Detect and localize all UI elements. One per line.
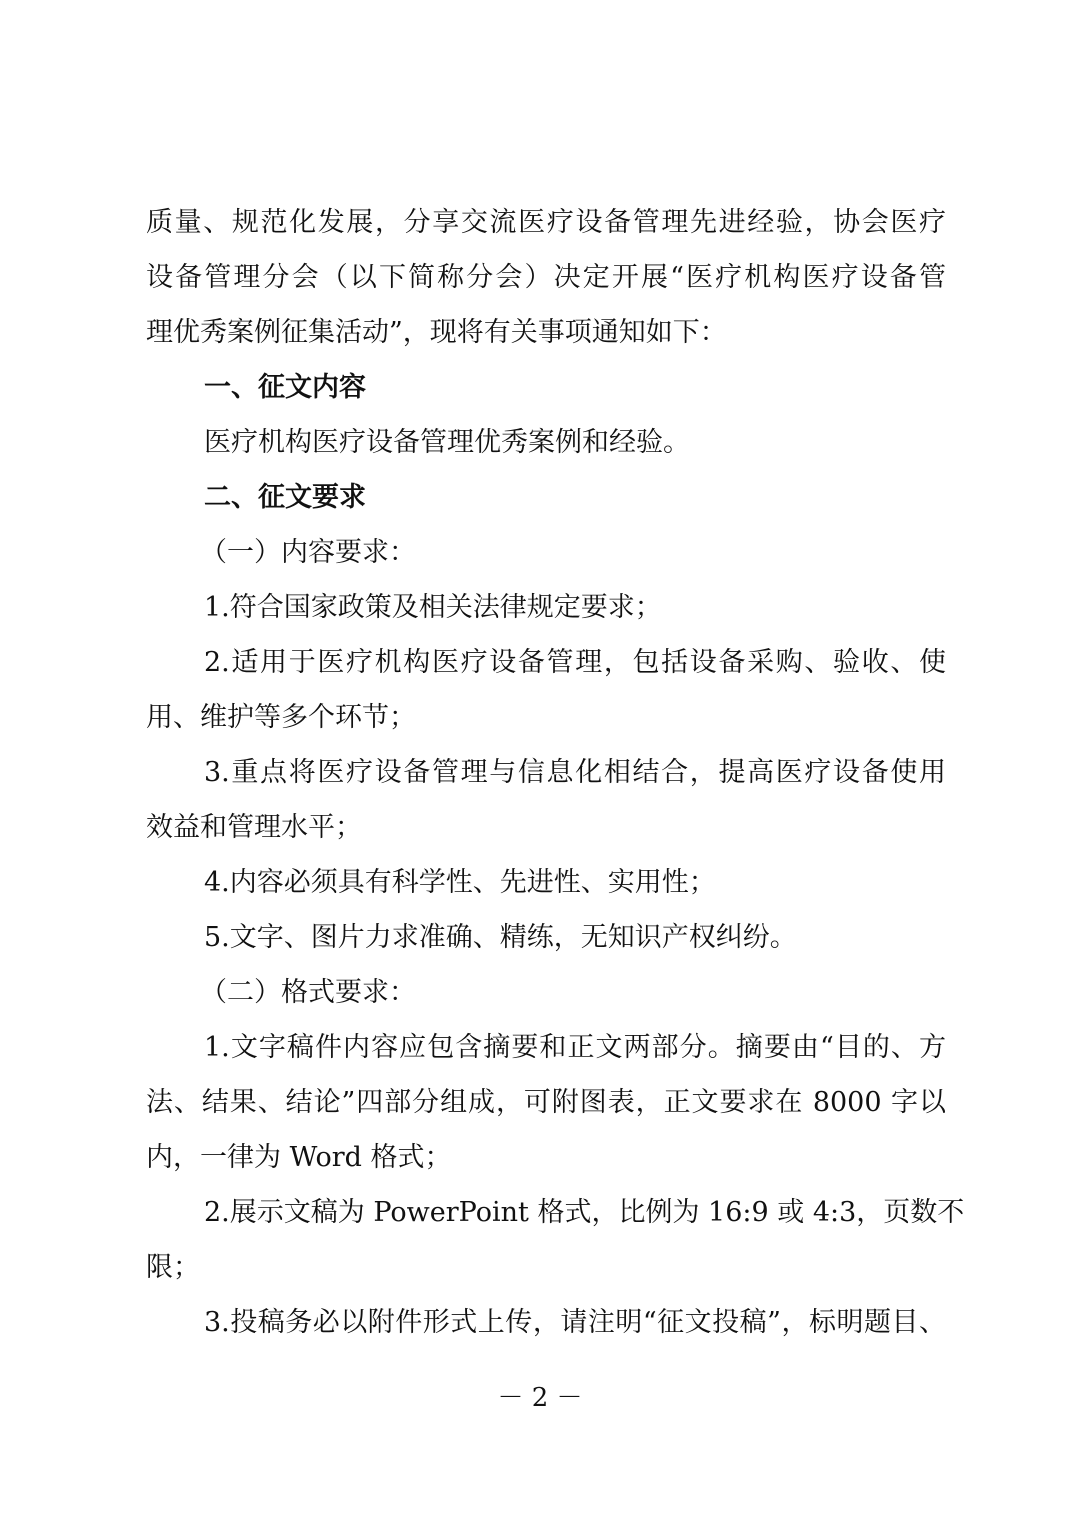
subsection-heading: （一）内容要求：: [200, 537, 416, 568]
paragraph-line: 用、维护等多个环节；: [146, 702, 416, 733]
paragraph-line: 效益和管理水平；: [146, 812, 362, 843]
paragraph-line: 理优秀案例征集活动”，现将有关事项通知如下：: [146, 317, 727, 348]
paragraph-line: 限；: [146, 1252, 200, 1283]
section-heading: 二、征文要求: [204, 482, 366, 513]
list-item: 1.符合国家政策及相关法律规定要求；: [204, 592, 662, 623]
list-item: 1.文字稿件内容应包含摘要和正文两部分。摘要由“目的、方: [204, 1032, 946, 1063]
subsection-heading: （二）格式要求：: [200, 977, 416, 1008]
section-heading: 一、征文内容: [204, 372, 366, 403]
paragraph-line: 质量、规范化发展，分享交流医疗设备管理先进经验，协会医疗: [146, 207, 946, 238]
list-item: 2.适用于医疗机构医疗设备管理，包括设备采购、验收、使: [204, 647, 946, 678]
list-item: 2.展示文稿为 PowerPoint 格式，比例为 16:9 或 4:3，页数不: [204, 1197, 965, 1228]
list-item: 3.投稿务必以附件形式上传，请注明“征文投稿”，标明题目、: [204, 1307, 946, 1338]
list-item: 5.文字、图片力求准确、精练，无知识产权纠纷。: [204, 922, 797, 953]
page-number: － 2 －: [497, 1383, 583, 1413]
paragraph-line: 设备管理分会（以下简称分会）决定开展“医疗机构医疗设备管: [146, 262, 946, 293]
paragraph-line: 法、结果、结论”四部分组成，可附图表，正文要求在 8000 字以: [146, 1087, 946, 1118]
paragraph-line: 内，一律为 Word 格式；: [146, 1142, 452, 1173]
paragraph-line: 医疗机构医疗设备管理优秀案例和经验。: [204, 427, 690, 458]
list-item: 4.内容必须具有科学性、先进性、实用性；: [204, 867, 716, 898]
list-item: 3.重点将医疗设备管理与信息化相结合，提高医疗设备使用: [204, 757, 946, 788]
